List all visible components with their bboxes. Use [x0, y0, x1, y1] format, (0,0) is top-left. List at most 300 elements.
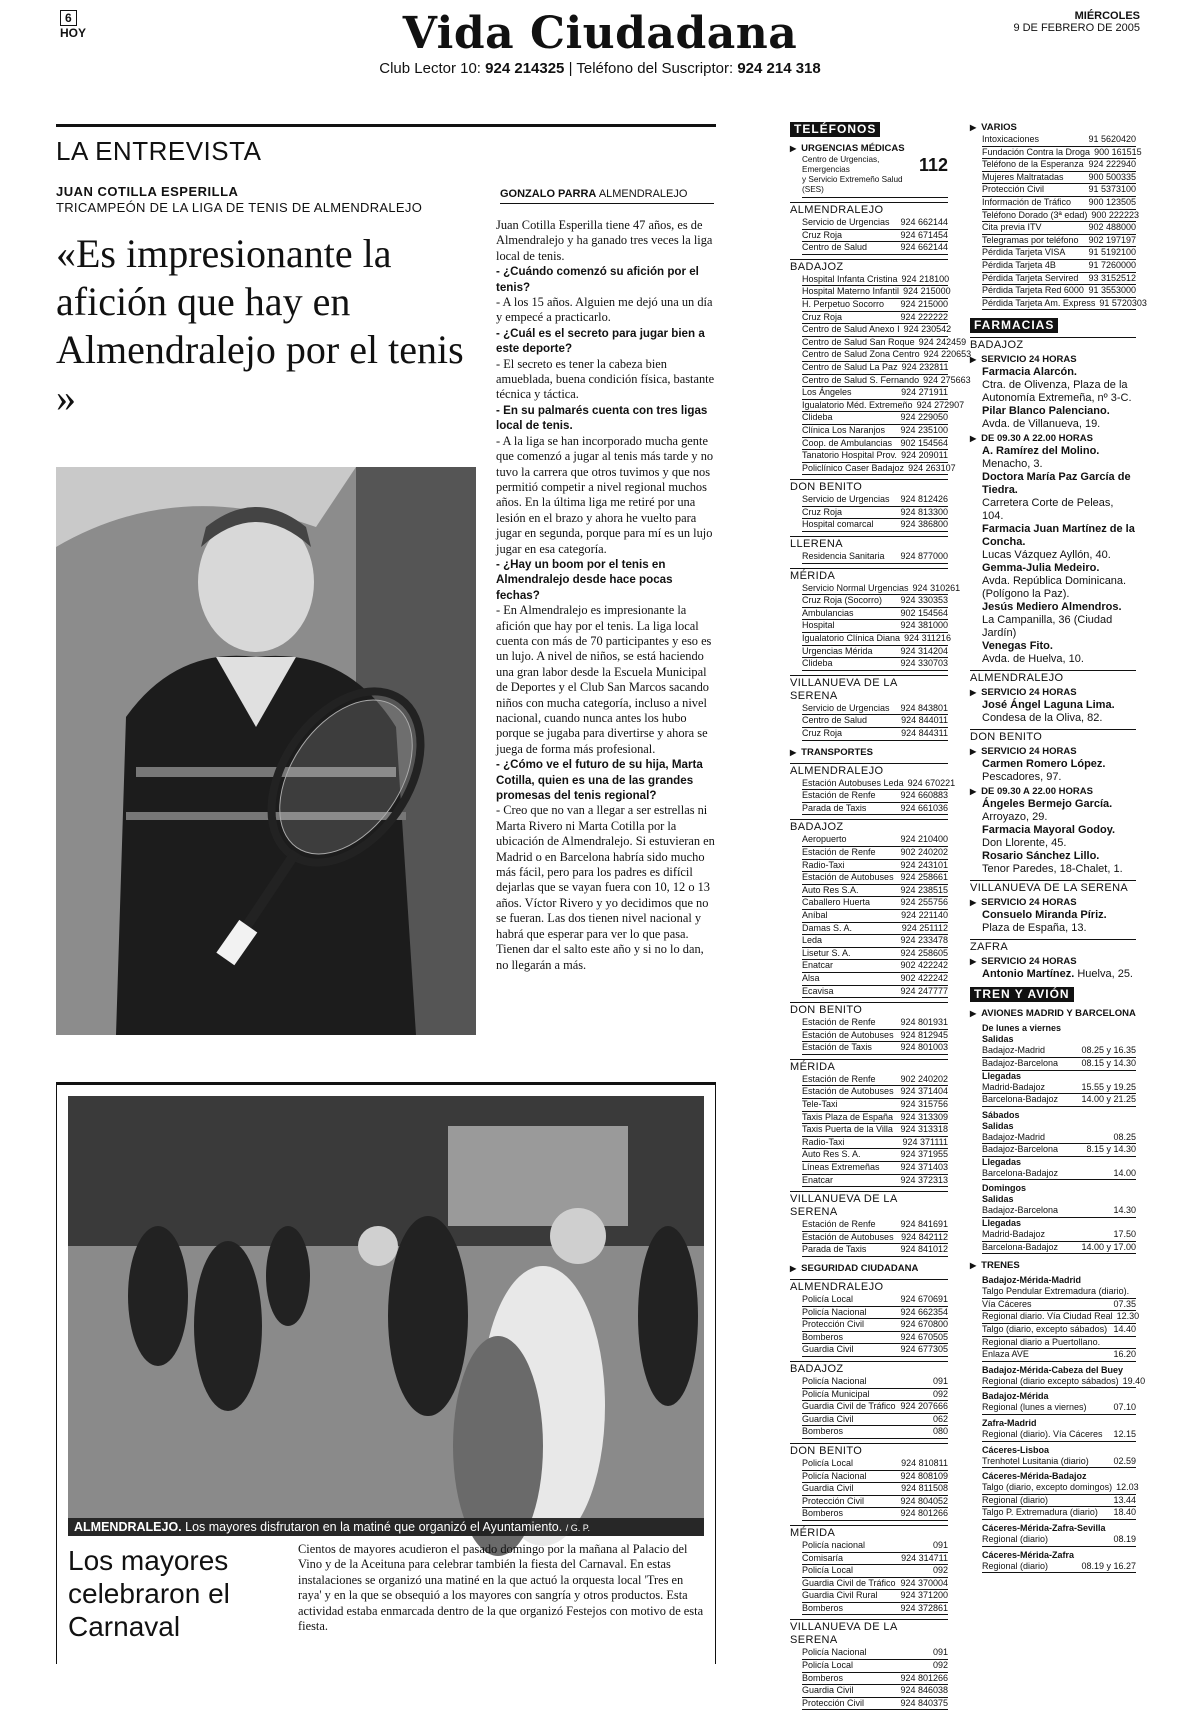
- city-header: MÉRIDA: [790, 568, 948, 583]
- pharmacy-address: Avda. de Villanueva, 19.: [982, 418, 1101, 431]
- phone-entry-name: Taxis Puerta de la Villa: [802, 1124, 893, 1135]
- phone-row: [802, 1017, 948, 1030]
- phone-row: [802, 897, 948, 910]
- phone-entry-number: 924 371403: [900, 1162, 948, 1173]
- phone-row: [802, 923, 948, 936]
- flight-time: 14.00: [1113, 1167, 1136, 1178]
- phone-entry-number: 924 235100: [900, 424, 948, 435]
- train-service: Vía Cáceres: [982, 1298, 1032, 1309]
- phone-entry-number: 924 313309: [900, 1111, 948, 1122]
- phone-entry-number: 924 371111: [902, 1136, 948, 1147]
- pharmacy-city: DON BENITO: [970, 729, 1136, 744]
- phone-entry-number: 924 218100: [901, 273, 950, 284]
- phone-row: [802, 658, 948, 671]
- phone-entry-number: 924 247777: [900, 985, 948, 996]
- phone-row: [802, 551, 948, 564]
- train-row: [982, 1429, 1136, 1442]
- phone-row: [802, 286, 951, 299]
- flight-row: [982, 1168, 1136, 1181]
- phone-entry-number: 924 670691: [900, 1294, 948, 1304]
- phone-entry-name: Policlínico Caser Badajoz: [802, 462, 905, 473]
- phone-entry-name: Bomberos: [802, 1672, 844, 1683]
- varios-label: ▶ VARIOS: [970, 122, 1136, 134]
- phone-entry-number: 924 238515: [900, 884, 948, 895]
- phone-row: [802, 217, 948, 230]
- pharmacy-schedule: ▶ SERVICIO 24 HORAS: [970, 897, 1136, 909]
- phone-entry-number: 924 371404: [900, 1086, 948, 1097]
- security-groups: [790, 1279, 948, 1710]
- pharmacy-address: Pescadores, 97.: [982, 771, 1062, 784]
- phone-entry-name: Clideba: [802, 658, 833, 669]
- phone-entry-number: 924 801003: [900, 1042, 948, 1053]
- phone-entry-number: 924 842112: [901, 1231, 948, 1242]
- varios-row: [982, 184, 1136, 197]
- interview-question: - ¿Hay un boom por el tenis en Almendralejo desde hace pocas fechas?: [496, 557, 673, 602]
- interview-question: - En su palmarés cuenta con tres ligas local de tenis.: [496, 403, 708, 433]
- phone-entry-name: Radio-Taxi: [802, 859, 845, 870]
- phone-entry-name: Estación de Autobuses: [802, 1086, 894, 1097]
- flight-direction: Salidas: [982, 1194, 1014, 1205]
- phone-entry-name: Centro de Salud San Roque: [802, 336, 915, 347]
- train-route: Cáceres-Mérida-Zafra: [982, 1549, 1075, 1560]
- phone-entry-number: 924 662144: [900, 217, 948, 227]
- phone-entry-name: Cruz Roja: [802, 728, 843, 738]
- phone-entry-name: Alsa: [802, 972, 820, 983]
- phone-entry-number: 924 275663: [923, 374, 971, 385]
- train-route: Cáceres-Mérida-Badajoz: [982, 1471, 1087, 1482]
- train-time: 14.40: [1113, 1324, 1136, 1335]
- phone-entry-name: Policía nacional: [802, 1539, 866, 1550]
- phone-row: [802, 885, 948, 898]
- phone-entry-name: Lisetur S. A.: [802, 947, 851, 958]
- varios-name: Pérdida Tarjeta Am. Express: [982, 297, 1096, 308]
- pharmacy-address: Tenor Paredes, 18-Chalet, 1.: [982, 863, 1123, 876]
- train-route: Badajoz-Mérida: [982, 1391, 1049, 1402]
- flight-day: Domingos: [982, 1183, 1026, 1194]
- phone-entry-number: 924 271911: [901, 387, 948, 398]
- phone-entry-number: 924 671454: [900, 229, 948, 240]
- phone-entry-name: Centro de Salud: [802, 715, 868, 726]
- varios-number: 91 5720303: [1099, 297, 1147, 308]
- varios-number: 902 488000: [1088, 222, 1136, 233]
- phone-entry-name: Hospital comarcal: [802, 519, 874, 530]
- varios-number: 900 222223: [1091, 209, 1139, 220]
- phone-entry-name: Tele-Taxi: [802, 1099, 838, 1110]
- phone-entry-number: 924 846038: [900, 1685, 948, 1696]
- phone-entry-number: 924 233478: [900, 935, 948, 946]
- train-schedule: [970, 1275, 1146, 1573]
- phone-entry-number: 924 843801: [900, 702, 948, 713]
- varios-name: Pérdida Tarjeta 4B: [982, 259, 1056, 270]
- photo-caption: ALMENDRALEJO. Los mayores disfrutaron en la matiné que organizó el Ayuntamiento. / G. P.: [68, 1518, 704, 1536]
- train-time: 12.03: [1116, 1482, 1139, 1493]
- phone-entry-name: Centro de Salud Anexo I: [802, 324, 900, 335]
- phone-entry-name: Servicio de Urgencias: [802, 494, 890, 505]
- train-row: [982, 1286, 1136, 1299]
- train-row: [982, 1561, 1136, 1574]
- phone-entry-name: Servicio de Urgencias: [802, 217, 890, 227]
- phone-entry-name: Bomberos: [802, 1331, 844, 1342]
- flight-route: Badajoz-Barcelona: [982, 1144, 1059, 1155]
- interview-body: [496, 218, 716, 973]
- train-service: Regional diario. Vía Ciudad Real: [982, 1311, 1113, 1322]
- interview-question: - ¿Cuál es el secreto para jugar bien a este deporte?: [496, 326, 705, 356]
- train-time: 08.19: [1113, 1533, 1136, 1544]
- train-time: 13.44: [1113, 1494, 1136, 1505]
- phone-groups: [790, 202, 972, 741]
- phone-entry-name: Servicio de Urgencias: [802, 702, 890, 713]
- train-time: 08.19 y 16.27: [1081, 1560, 1136, 1571]
- flight-schedule: [970, 1023, 1136, 1254]
- flight-time: 14.00 y 17.00: [1081, 1241, 1136, 1252]
- phone-entry-number: 924 230542: [903, 324, 952, 335]
- phone-row: [802, 910, 948, 923]
- train-row: [982, 1311, 1140, 1324]
- varios-row: [982, 297, 1147, 311]
- pharmacy-name: Farmacia Mayoral Godoy.: [982, 824, 1116, 837]
- phone-row: [802, 1244, 948, 1257]
- phone-row: [802, 847, 948, 860]
- train-service: Regional diario a Puertollano.: [982, 1336, 1101, 1347]
- phone-row: [802, 362, 948, 375]
- phone-row: [802, 633, 951, 646]
- pharmacies-banner: FARMACIAS: [970, 318, 1058, 333]
- phone-row: [802, 1099, 948, 1112]
- pharmacy-schedule: ▶ SERVICIO 24 HORAS: [970, 746, 1136, 758]
- phone-row: [802, 1219, 948, 1232]
- varios-number: 902 197197: [1088, 234, 1136, 245]
- phone-row: [802, 973, 948, 986]
- phone-row: [802, 1389, 948, 1402]
- phone-entry-name: Tanatorio Hospital Prov.: [802, 450, 897, 461]
- phone-entry-name: Hospital Materno Infantil: [802, 286, 900, 297]
- flight-row: [982, 1132, 1136, 1145]
- flight-direction: Llegadas: [982, 1070, 1022, 1081]
- varios-row: [982, 172, 1136, 185]
- flights-label: ▶ AVIONES MADRID Y BARCELONA: [970, 1008, 1136, 1020]
- train-row: [982, 1456, 1136, 1469]
- flight-row: [982, 1242, 1136, 1255]
- city-header: ALMENDRALEJO: [790, 202, 948, 217]
- phone-row: [802, 1553, 948, 1566]
- phone-entry-name: Damas S. A.: [802, 922, 853, 933]
- phone-entry-name: Guardia Civil de Tráfico: [802, 1401, 896, 1412]
- phone-row: [802, 1086, 948, 1099]
- phone-entry-name: Guardia Civil: [802, 1685, 854, 1696]
- phone-row: [802, 299, 948, 312]
- phone-entry-name: Ambulancias: [802, 607, 854, 618]
- phone-entry-number: 924 677305: [900, 1344, 948, 1355]
- phone-entry-name: Líneas Extremeñas: [802, 1162, 880, 1173]
- pharmacy-address: Arroyazo, 29.: [982, 811, 1048, 824]
- train-row: [982, 1299, 1136, 1312]
- phone-entry-number: 924 232811: [901, 361, 949, 372]
- tennis-player-illustration: [56, 467, 476, 1035]
- phone-entry-number: 924 242459: [918, 336, 967, 347]
- phone-entry-number: 924 841691: [900, 1219, 948, 1230]
- varios-row: [982, 209, 1139, 223]
- phone-entry-name: Clínica Los Naranjos: [802, 424, 886, 435]
- phone-entry-name: Taxis Plaza de España: [802, 1111, 894, 1122]
- phone-entry-number: 924 310261: [912, 582, 961, 593]
- phone-entry-name: Guardia Civil: [802, 1483, 854, 1494]
- varios-name: Telegramas por teléfono: [982, 234, 1079, 245]
- phone-entry-name: Auto Res S. A.: [802, 1149, 861, 1160]
- varios-name: Pérdida Tarjeta VISA: [982, 247, 1066, 258]
- train-time: 12.15: [1113, 1429, 1136, 1439]
- train-row: [982, 1337, 1136, 1350]
- page-number: 6 HOY: [60, 11, 87, 40]
- phone-entry-name: Los Ángeles: [802, 387, 852, 398]
- phone-row: [802, 324, 952, 337]
- phone-row: [802, 349, 972, 362]
- phone-entry-name: Bomberos: [802, 1602, 844, 1613]
- phone-row: [802, 274, 948, 287]
- phone-entry-number: 902 240202: [900, 846, 948, 857]
- interview-answer: Juan Cotilla Esperilla tiene 47 años, es de Almendralejo y ha ganado tres veces la liga local de tenis.: [496, 218, 713, 263]
- phone-entry-name: Servicio Normal Urgencias: [802, 582, 909, 593]
- phone-row: [802, 1673, 948, 1686]
- phone-row: [802, 1508, 948, 1521]
- phone-entry-number: 924 207666: [900, 1401, 948, 1412]
- phone-row: [802, 595, 948, 608]
- phone-entry-number: 924 804052: [900, 1495, 948, 1506]
- flight-row: [982, 1205, 1136, 1218]
- varios-number: 900 123505: [1088, 196, 1136, 207]
- flight-time: 14.30: [1113, 1205, 1136, 1216]
- varios-row: [982, 159, 1136, 172]
- varios-row: [982, 273, 1136, 286]
- pharmacy-name: Antonio Martínez.: [982, 968, 1075, 981]
- phone-entry-number: 092: [932, 1660, 948, 1671]
- phone-entry-name: Protección Civil: [802, 1319, 865, 1330]
- phone-entry-number: 924 801931: [900, 1017, 948, 1028]
- phone-entry-number: 924 263107: [908, 462, 956, 473]
- phone-entry-number: 091: [932, 1647, 948, 1658]
- flight-route: Barcelona-Badajoz: [982, 1094, 1059, 1105]
- phones-banner: TELÉFONOS: [790, 122, 880, 137]
- train-time: 02.59: [1113, 1455, 1136, 1466]
- interview-answer: - En Almendralejo es impresionante la afición que hay por el tenis. La liga local cuenta con más de 70 participantes y eso es un lujo. A nivel de niños, se está haciendo una gran labor desde la Escuela Municipal de Deportes y el Club San Marcos sacando niños con mucha categoría, incluso a nivel nacional, cuando nunca antes los hubo porque se jugaba para divertirse y ahora se juega de forma más profesional.: [496, 603, 712, 756]
- flight-row: [982, 1144, 1136, 1157]
- train-service: Talgo (diario, excepto domingos): [982, 1482, 1113, 1493]
- phone-row: [802, 1698, 948, 1710]
- phone-row: [802, 960, 948, 973]
- phone-entry-name: Estación de Autobuses: [802, 1231, 894, 1242]
- pharmacy-name: Pilar Blanco Palenciano.: [982, 405, 1110, 418]
- phone-entry-number: 924 381000: [900, 620, 948, 631]
- phone-row: [802, 507, 948, 520]
- train-service: Talgo P. Extremadura (diario): [982, 1507, 1098, 1518]
- phone-entry-number: 924 314711: [901, 1552, 948, 1563]
- phone-row: [802, 728, 948, 741]
- phone-entry-name: Estación Autobuses Leda: [802, 777, 904, 788]
- phone-entry-name: Hospital Infanta Cristina: [802, 273, 898, 284]
- phone-row: [802, 336, 967, 350]
- phone-entry-number: 924 372861: [900, 1602, 948, 1613]
- phone-entry-name: Estación de Autobuses: [802, 872, 894, 883]
- train-row: [982, 1482, 1139, 1495]
- city-header: DON BENITO: [790, 479, 948, 494]
- phone-entry-number: 924 272907: [916, 399, 965, 410]
- tennis-player-photo: [56, 467, 476, 1035]
- train-service: Trenhotel Lusitania (diario): [982, 1455, 1089, 1466]
- train-service: Talgo Pendular Extremadura (diario).: [982, 1286, 1130, 1297]
- phone-row: [802, 1232, 948, 1245]
- phone-entry-name: Centro de Salud: [802, 242, 868, 253]
- pharmacy-name: Doctora María Paz García de Tiedra.: [982, 471, 1131, 497]
- flight-route: Barcelona-Badajoz: [982, 1241, 1059, 1252]
- pharmacy-address: Carretera Corte de Peleas, 104.: [982, 497, 1114, 523]
- varios-number: 900 161515: [1094, 146, 1142, 157]
- pharmacy-name: Gemma-Julia Medeiro.: [982, 562, 1100, 575]
- story-right-border: [715, 1082, 716, 1664]
- varios-list: [970, 134, 1147, 310]
- story-left-border: [56, 1082, 57, 1664]
- flight-route: Barcelona-Badajoz: [982, 1167, 1059, 1178]
- phone-row: [802, 582, 961, 596]
- varios-row: [982, 222, 1136, 235]
- phone-entry-name: Guardia Civil: [802, 1344, 854, 1355]
- train-time: [1132, 1337, 1136, 1349]
- phone-entry-name: Ecavisa: [802, 985, 834, 996]
- phone-entry-number: 924 808109: [900, 1470, 948, 1481]
- train-time: 07.10: [1113, 1402, 1136, 1413]
- section-label: LA ENTREVISTA: [56, 136, 262, 166]
- train-service: Regional (diario excepto sábados): [982, 1375, 1119, 1386]
- varios-name: Cita previa ITV: [982, 222, 1042, 233]
- phone-entry-number: 924 670800: [900, 1319, 948, 1330]
- phone-row: [802, 646, 948, 659]
- train-row: [982, 1507, 1136, 1520]
- phone-entry-number: 924 371200: [900, 1590, 948, 1601]
- train-row: [982, 1495, 1136, 1508]
- phone-entry-name: Enatcar: [802, 960, 834, 971]
- phone-row: [802, 312, 948, 325]
- phone-row: [802, 1344, 948, 1357]
- city-header: VILLANUEVA DE LA SERENA: [790, 675, 948, 703]
- phone-entry-name: Protección Civil: [802, 1697, 865, 1708]
- phone-row: [802, 1162, 948, 1175]
- phone-entry-number: 902 240202: [900, 1073, 948, 1084]
- phone-entry-name: Policía Local: [802, 1565, 854, 1576]
- phone-entry-number: 924 314204: [900, 645, 948, 656]
- phone-entry-name: Caballero Huerta: [802, 897, 871, 908]
- phone-row: [802, 1565, 948, 1578]
- phone-entry-number: 924 801266: [900, 1672, 948, 1683]
- phone-entry-number: 924 844311: [901, 728, 948, 738]
- varios-row: [982, 260, 1136, 273]
- train-route: Badajoz-Mérida-Cabeza del Buey: [982, 1364, 1124, 1375]
- phone-entry-number: 091: [932, 1539, 948, 1550]
- phone-entry-name: Guardia Civil de Tráfico: [802, 1577, 896, 1588]
- pharmacy-name: Consuelo Miranda Píriz.: [982, 909, 1107, 922]
- emergency-number: 112: [918, 155, 948, 175]
- phone-entry-number: 924 313318: [900, 1124, 948, 1135]
- varios-name: Pérdida Tarjeta Red 6000: [982, 285, 1084, 296]
- phone-entry-name: Guardia Civil Rural: [802, 1590, 878, 1601]
- emergency-row: Centro de Urgencias, Emergencias y Servicio Extremeño Salud (SES) 112: [802, 155, 948, 198]
- flight-route: Madrid-Badajoz: [982, 1229, 1046, 1240]
- phone-row: [802, 1458, 948, 1471]
- phone-entry-name: Comisaría: [802, 1552, 844, 1563]
- phone-entry-number: 924 877000: [900, 551, 948, 562]
- phone-entry-name: Estación de Renfe: [802, 1073, 876, 1084]
- phone-row: [802, 1590, 948, 1603]
- interviewee-name: JUAN COTILLA ESPERILLA: [56, 184, 239, 199]
- pharmacy-schedule: ▶ DE 09.30 A 22.00 HORAS: [970, 433, 1136, 445]
- flight-time: 15.55 y 19.25: [1081, 1081, 1136, 1092]
- phone-entry-number: 924 370004: [900, 1577, 948, 1588]
- phone-row: [802, 1294, 948, 1307]
- flight-row: [982, 1094, 1136, 1107]
- phone-entry-number: 924 840375: [900, 1697, 948, 1708]
- phone-entry-name: Estación de Taxis: [802, 1042, 872, 1053]
- flight-day: Sábados: [982, 1109, 1020, 1120]
- varios-name: Teléfono Dorado (3ª edad): [982, 209, 1088, 220]
- phone-row: [802, 790, 948, 803]
- phone-entry-number: 924 311216: [904, 633, 951, 644]
- pharmacy-name: José Ángel Laguna Lima.: [982, 699, 1115, 712]
- phone-entry-name: Estación de Autobuses: [802, 1029, 894, 1040]
- phone-entry-name: Policía Local: [802, 1457, 854, 1468]
- phone-row: [802, 425, 948, 438]
- services-column: [970, 122, 1147, 1573]
- varios-number: 91 5192100: [1088, 247, 1136, 258]
- flight-route: Badajoz-Barcelona: [982, 1205, 1059, 1216]
- train-service: Talgo (diario, excepto sábados): [982, 1324, 1108, 1335]
- header-phones: Club Lector 10: 924 214325 | Teléfono del Suscriptor: 924 214 318: [379, 60, 821, 77]
- pharmacy-address: Lucas Vázquez Ayllón, 40.: [982, 549, 1111, 562]
- phone-entry-name: Estación de Renfe: [802, 846, 876, 857]
- train-route: Cáceres-Lisboa: [982, 1444, 1050, 1455]
- phone-row: [802, 703, 948, 716]
- phone-entry-number: 924 229050: [900, 412, 948, 423]
- flight-time: 17.50: [1113, 1229, 1136, 1240]
- varios-name: Fundación Contra la Droga: [982, 146, 1091, 157]
- phone-entry-number: 924 315756: [900, 1099, 948, 1110]
- phone-entry-name: Residencia Sanitaria: [802, 551, 885, 562]
- phones-column: [790, 122, 972, 1710]
- phone-entry-number: 924 812945: [900, 1029, 948, 1040]
- phone-row: [802, 1124, 948, 1137]
- phone-entry-number: 924 372313: [900, 1174, 948, 1185]
- phone-entry-name: Parada de Taxis: [802, 802, 867, 813]
- paper-name: HOY: [60, 26, 87, 40]
- phone-entry-number: 924 210400: [900, 834, 948, 845]
- phone-entry-number: 092: [932, 1565, 948, 1576]
- varios-row: [982, 197, 1136, 210]
- phone-row: [802, 803, 948, 816]
- flight-time: 08.15 y 14.30: [1081, 1057, 1136, 1068]
- phone-entry-name: Coop. de Ambulancias: [802, 437, 893, 448]
- phone-entry-number: 091: [932, 1375, 948, 1386]
- phone-entry-number: 062: [932, 1413, 948, 1424]
- phone-entry-number: 924 661036: [900, 802, 948, 813]
- varios-row: [982, 247, 1136, 260]
- varios-name: Mujeres Maltratadas: [982, 171, 1064, 182]
- pharmacy-city: BADAJOZ: [970, 337, 1136, 352]
- phone-entry-name: Estación de Renfe: [802, 1219, 876, 1230]
- phone-row: [802, 1414, 948, 1427]
- flight-time: 08.25 y 16.35: [1081, 1045, 1136, 1056]
- phone-entry-name: Policía Nacional: [802, 1306, 867, 1317]
- phone-entry-name: Policía Nacional: [802, 1647, 867, 1658]
- phone-entry-name: Radio-Taxi: [802, 1136, 845, 1147]
- phone-entry-name: Cruz Roja (Socorro): [802, 595, 883, 606]
- train-time: 19.40: [1122, 1375, 1146, 1386]
- pharmacy-schedule: ▶ DE 09.30 A 22.00 HORAS: [970, 786, 1136, 798]
